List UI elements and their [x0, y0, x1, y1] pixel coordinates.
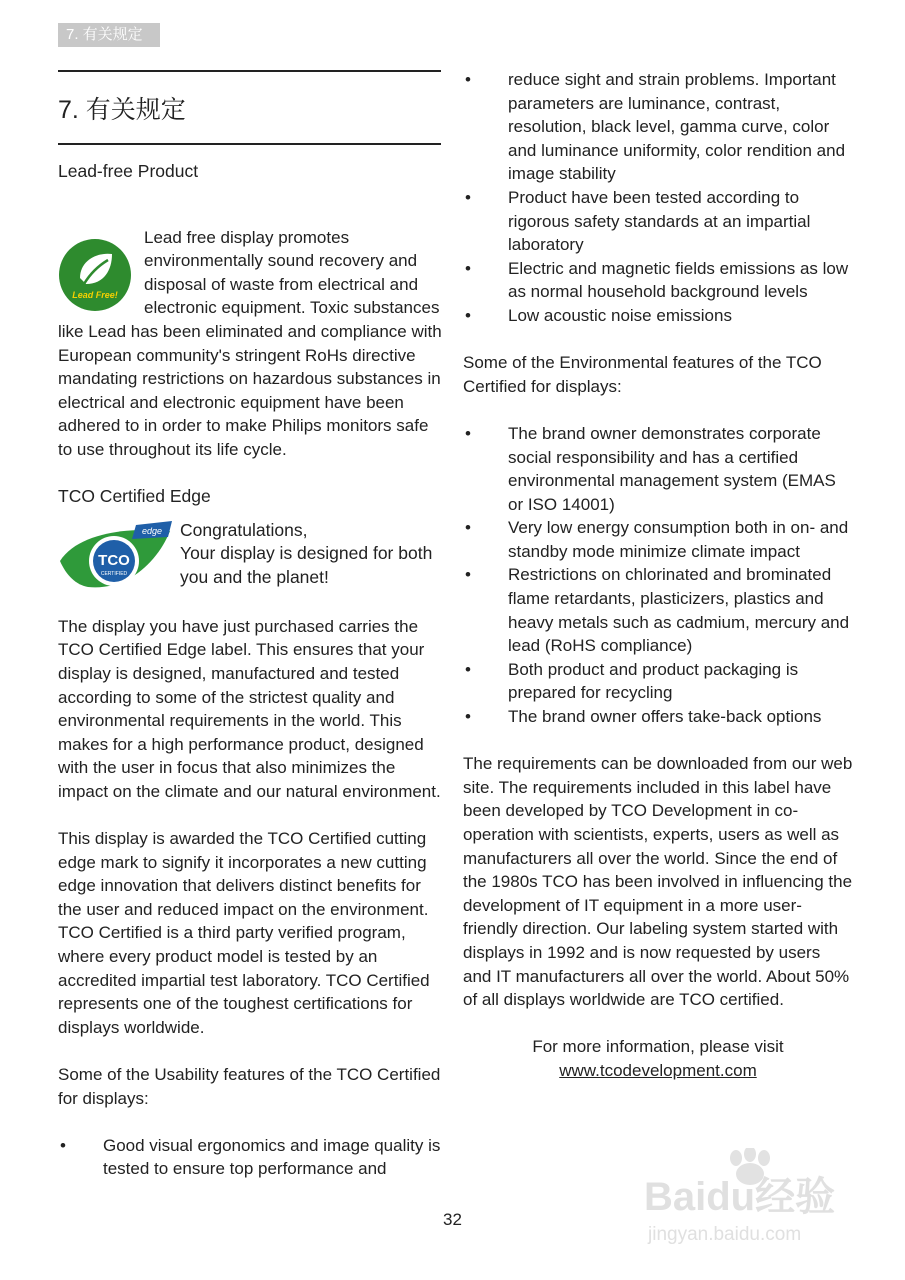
environmental-item-4: • Both product and product packaging is prepared for recycling	[463, 658, 853, 705]
chapter-tab: 7. 有关规定	[58, 23, 160, 47]
environmental-heading: Some of the Environmental features of the TCO Certified for displays:	[463, 353, 822, 396]
more-info-text: For more information, please visit	[532, 1037, 784, 1057]
tco-paragraph-1: The display you have just purchased carries the TCO Certified Edge label. This ensures that your display is designed, manufactured and tested according to some of the strictest quality and environmental requirements in the world. This makes for a high performance product, designed with the user in focus that also minimizes the impact on the climate and our natural environment.	[58, 616, 441, 801]
tco-logo-sub-text: CERTIFIED	[100, 570, 128, 577]
usability-item-3: • Electric and magnetic fields emissions as low as normal household background levels	[463, 257, 853, 304]
lead-free-body: Lead free display promotes environmentally sound recovery and disposal of waste from electrical and electronic equipment. Toxic substances like Lead has been eliminated and compliance with European community's stringent RoHs directive mandating restrictions on hazardous substances in electrical and electronic equipment have been adhered to in order to make Philips monitors safe to use throughout its life cycle.	[58, 227, 442, 459]
environmental-item-3: • Restrictions on chlorinated and brominated flame retardants, plasticizers, plastics and heavy metals such as cadmium, mercury and lead (RoHS compliance)	[463, 563, 853, 657]
usability-item-1-continued	[463, 68, 853, 186]
environmental-item-1: • The brand owner demonstrates corporate social responsibility and has a certified environmental management system (EMAS or ISO 14001)	[463, 422, 853, 516]
tco-logo-block	[58, 519, 443, 601]
title-rule	[58, 143, 441, 145]
usability-list-start	[58, 1134, 443, 1181]
tco-certified-edge-logo-icon	[58, 521, 174, 595]
lead-free-logo-icon	[58, 238, 132, 312]
environmental-list	[463, 422, 853, 729]
lead-free-logo-text: Lead Free!	[72, 289, 118, 300]
tco-development-link[interactable]: www.tcodevelopment.com	[559, 1060, 757, 1080]
tco-heading: TCO Certified Edge	[58, 486, 211, 507]
watermark-brand: Baidu经验	[644, 1175, 836, 1219]
top-rule	[58, 70, 441, 72]
tco-paragraph-2: This display is awarded the TCO Certified cutting edge mark to signify it incorporates a new cutting edge innovation that delivers distinct benefits for the user and reduced impact on the environment. TCO Certified is a third party verified program, where every product model is tested by an accredited impartial test laboratory. TCO Certified represents one of the toughest certifications for displays worldwide.	[58, 829, 430, 1037]
right-column	[463, 68, 853, 1083]
left-column	[58, 160, 443, 1181]
usability-item-1: • Good visual ergonomics and image quality is tested to ensure top performance and	[58, 1134, 443, 1181]
watermark-url: jingyan.baidu.com	[648, 1224, 802, 1245]
usability-item-1-continued-text: reduce sight and strain problems. Important parameters are luminance, contrast, resolution, black level, gamma curve, color and luminance uniformity, color rendition and image stability	[508, 70, 846, 184]
usability-heading: Some of the Usability features of the TCO Certified for displays:	[58, 1065, 441, 1108]
page-number: 32	[443, 1210, 462, 1229]
chapter-title: 7. 有关规定	[58, 96, 186, 124]
lead-free-heading: Lead-free Product	[58, 161, 199, 181]
lead-free-section	[58, 226, 443, 462]
tco-congrats-line1: Congratulations,	[180, 519, 308, 540]
usability-item-2: • Product have been tested according to rigorous safety standards at an impartial laboratory	[463, 186, 853, 257]
tco-congrats-line2: Your display is designed for both you and the planet!	[180, 543, 433, 587]
usability-item-4: • Low acoustic noise emissions	[463, 304, 853, 328]
usability-list-continued	[463, 68, 853, 328]
environmental-item-2: • Very low energy consumption both in on- and standby mode minimize climate impact	[463, 516, 853, 563]
tco-logo-main-text: TCO	[98, 551, 130, 569]
baidu-watermark-icon	[640, 1148, 855, 1248]
tco-logo-edge-text: edge	[141, 525, 163, 536]
requirements-paragraph: The requirements can be downloaded from our web site. The requirements included in this label have been developed by TCO Development in co-operation with scientists, experts, users as well as manufacturers all over the world. Since the end of the 1980s TCO has been involved in influencing the development of IT equipment in a more user-friendly direction. Our labeling system started with displays in 1992 and is now requested by users and IT manufacturers all over the world. About 50% of all displays worldwide are TCO certified.	[463, 754, 853, 1010]
environmental-item-5: • The brand owner offers take-back options	[463, 705, 853, 729]
